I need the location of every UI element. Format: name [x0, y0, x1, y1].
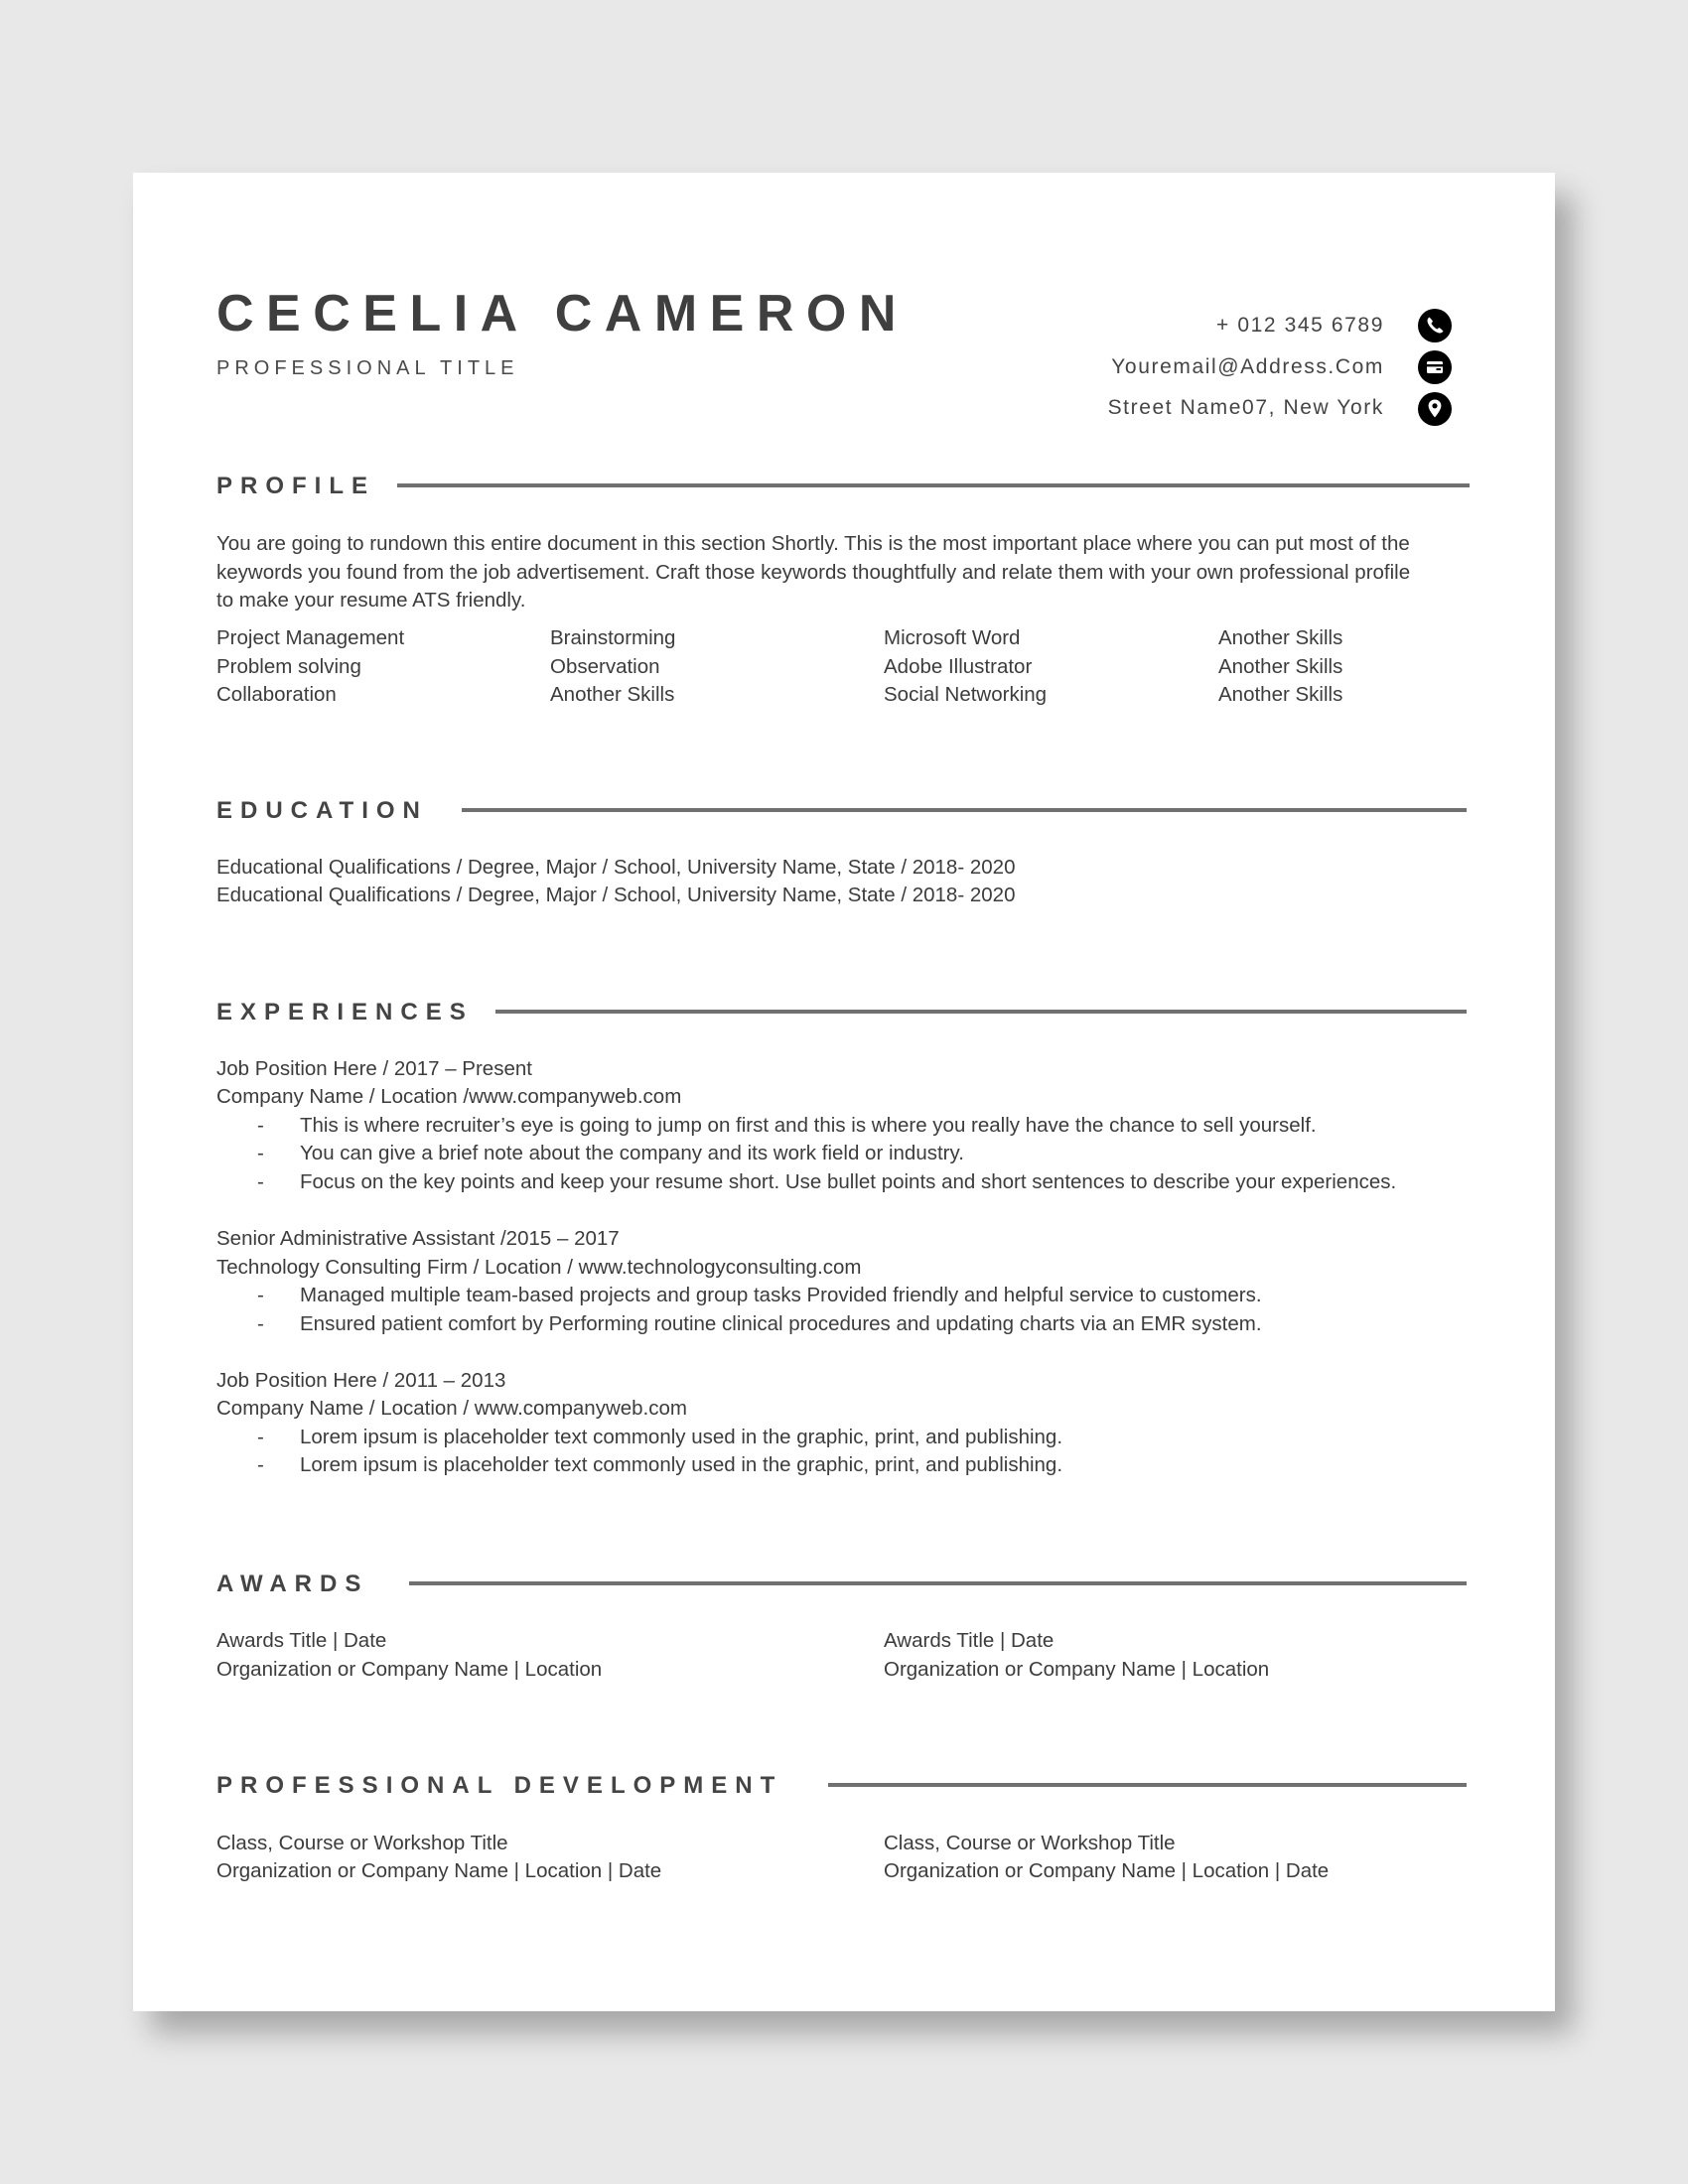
job-company: Company Name / Location / www.companyweb.com	[216, 1397, 687, 1420]
candidate-name: CECELIA CAMERON	[216, 285, 909, 342]
award-title: Awards Title | Date	[216, 1629, 387, 1652]
education-item: Educational Qualifications / Degree, Major / School, University Name, State / 2018- 2020	[216, 856, 1016, 879]
skills-column-3	[884, 624, 1047, 710]
skill-item: Social Networking	[884, 683, 1048, 707]
bullet-mark: -	[257, 1284, 264, 1306]
awards-heading: AWARDS	[216, 1570, 369, 1597]
contact-email: Youremail@Address.Com	[1111, 355, 1384, 378]
skill-item: Another Skills	[1218, 626, 1343, 649]
job-company: Technology Consulting Firm / Location / www.technologyconsulting.com	[216, 1256, 862, 1279]
contact-address: Street Name07, New York	[1107, 396, 1384, 419]
education-heading: EDUCATION	[216, 797, 428, 824]
skill-item: Adobe Illustrator	[884, 654, 1033, 678]
phone-icon	[1418, 309, 1452, 342]
experiences-divider	[495, 1010, 1467, 1014]
job-company: Company Name / Location /www.companyweb.com	[216, 1085, 682, 1108]
skill-item: Another Skills	[1218, 654, 1343, 678]
skill-item: Collaboration	[216, 683, 337, 707]
bullet-mark: -	[257, 1170, 264, 1193]
skills-column-4	[1218, 624, 1342, 710]
profile-heading: PROFILE	[216, 473, 376, 499]
job-position: Job Position Here / 2011 – 2013	[216, 1369, 506, 1392]
award-title: Awards Title | Date	[884, 1629, 1055, 1652]
job-bullet: This is where recruiter’s eye is going to jump on first and this is where you really have the chance to sell yourself.	[300, 1114, 1317, 1137]
awards-divider	[409, 1581, 1467, 1585]
skill-item: Microsoft Word	[884, 626, 1021, 649]
skill-item: Another Skills	[1218, 683, 1343, 707]
profile-summary: You are going to rundown this entire document in this section Shortly. This is the most important place where you can put most of the keywords you found from the job advertisement. Craft those keywords thoughtfully and relate them with your own professional profile to make your resume ATS friendly.	[216, 532, 1411, 613]
development-divider	[828, 1783, 1467, 1787]
skills-column-1	[216, 624, 404, 710]
course-organization: Organization or Company Name | Location | Date	[216, 1859, 662, 1882]
bullet-mark: -	[257, 1312, 264, 1335]
bullet-mark: -	[257, 1114, 264, 1137]
job-position: Job Position Here / 2017 – Present	[216, 1057, 532, 1080]
course-organization: Organization or Company Name | Location | Date	[884, 1859, 1330, 1882]
skills-column-2	[550, 624, 675, 710]
bullet-mark: -	[257, 1142, 264, 1164]
award-organization: Organization or Company Name | Location	[884, 1658, 1270, 1681]
skill-item: Another Skills	[550, 683, 675, 707]
contact-phone: + 012 345 6789	[1216, 314, 1384, 337]
location-icon	[1418, 392, 1452, 426]
course-title: Class, Course or Workshop Title	[884, 1832, 1176, 1854]
job-bullet: Lorem ipsum is placeholder text commonly used in the graphic, print, and publishing.	[300, 1426, 1063, 1448]
bullet-mark: -	[257, 1453, 264, 1476]
job-bullet: Focus on the key points and keep your resume short. Use bullet points and short sentences to describe your experiences.	[300, 1170, 1397, 1193]
bullet-mark: -	[257, 1426, 264, 1448]
email-icon	[1418, 350, 1452, 384]
education-item: Educational Qualifications / Degree, Major / School, University Name, State / 2018- 2020	[216, 884, 1016, 906]
development-heading: PROFESSIONAL DEVELOPMENT	[216, 1772, 783, 1799]
professional-title: PROFESSIONAL TITLE	[216, 357, 519, 379]
skill-item: Problem solving	[216, 654, 361, 678]
skill-item: Project Management	[216, 626, 405, 649]
job-bullet: You can give a brief note about the company and its work field or industry.	[300, 1142, 964, 1164]
profile-divider	[397, 483, 1470, 487]
experiences-heading: EXPERIENCES	[216, 999, 474, 1025]
course-title: Class, Course or Workshop Title	[216, 1832, 508, 1854]
skill-item: Observation	[550, 654, 660, 678]
resume-page	[133, 173, 1555, 2011]
education-divider	[462, 808, 1467, 812]
job-bullet: Lorem ipsum is placeholder text commonly used in the graphic, print, and publishing.	[300, 1453, 1063, 1476]
job-bullet: Managed multiple team-based projects and group tasks Provided friendly and helpful service to customers.	[300, 1284, 1262, 1306]
skill-item: Brainstorming	[550, 626, 676, 649]
job-position: Senior Administrative Assistant /2015 – 2017	[216, 1227, 620, 1250]
award-organization: Organization or Company Name | Location	[216, 1658, 603, 1681]
job-bullet: Ensured patient comfort by Performing routine clinical procedures and updating charts via an EMR system.	[300, 1312, 1262, 1335]
